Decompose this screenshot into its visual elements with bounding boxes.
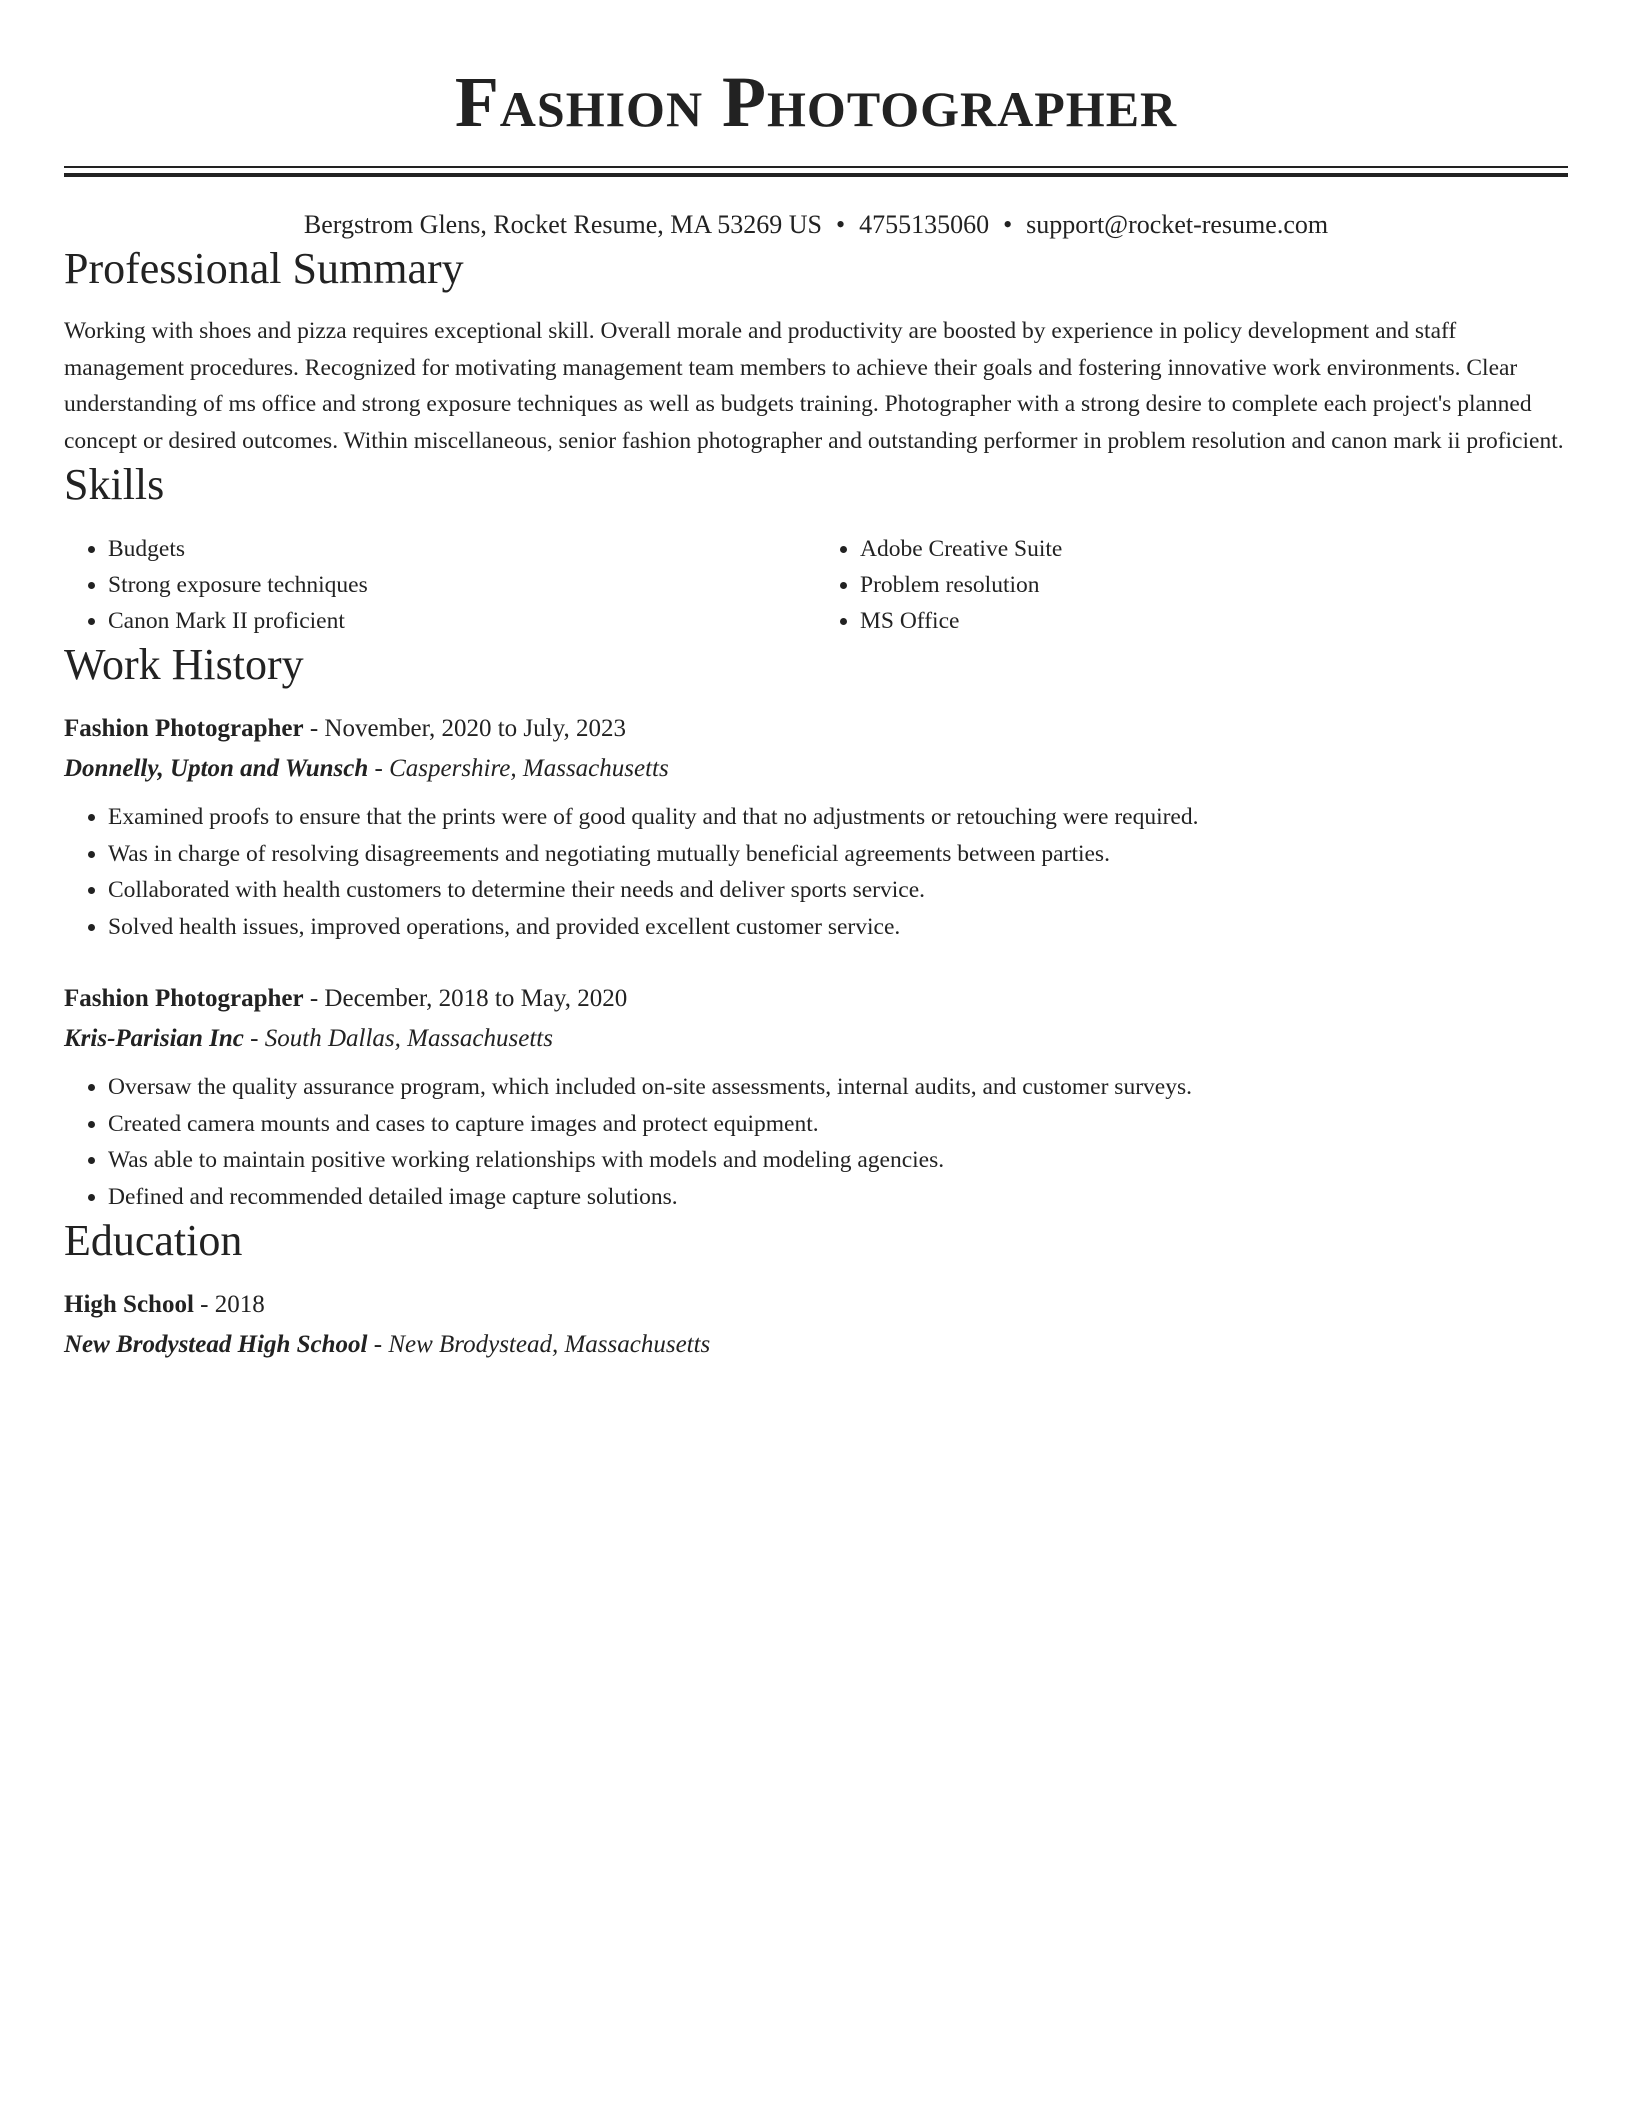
contact-phone: 4755135060 — [859, 210, 990, 239]
skill-item: • Adobe Creative Suite — [860, 531, 1568, 567]
skill-item: • MS Office — [860, 603, 1568, 639]
job-dates: - November, 2020 to July, 2023 — [303, 715, 626, 742]
title-double-rule — [64, 166, 1568, 177]
education-heading: Education — [64, 1216, 243, 1265]
job-duties — [64, 1069, 1568, 1215]
duty-item: • Examined proofs to ensure that the prints were of good quality and that no adjustments or retouching were required. — [108, 799, 1568, 836]
degree: High School — [64, 1291, 194, 1318]
duty-item: • Solved health issues, improved operations, and provided excellent customer service. — [108, 909, 1568, 946]
company-line — [64, 749, 1568, 789]
summary-text: Working with shoes and pizza requires exceptional skill. Overall morale and productivity are boosted by experience in policy development and staff management procedures. Recognized for motivating management team members to achieve their goals and fostering innovative work environments. Clear understanding of ms office and strong exposure techniques as well as budgets training. Photographer with a strong desire to complete each project's planned concept or desired outcomes. Within miscellaneous, senior fashion photographer and outstanding performer in problem resolution and canon mark ii proficient. — [64, 318, 1564, 454]
school-line — [64, 1325, 1568, 1365]
job-title-line — [64, 979, 1568, 1019]
company-location: - Caspershire, Massachusetts — [368, 755, 669, 782]
duty-item: • Created camera mounts and cases to capture images and protect equipment. — [108, 1106, 1568, 1143]
job-title-line — [64, 709, 1568, 749]
skill-item: • Budgets — [108, 531, 816, 567]
job-title: Fashion Photographer — [64, 715, 304, 742]
degree-line — [64, 1285, 1568, 1325]
duty-item: • Defined and recommended detailed image capture solutions. — [108, 1179, 1568, 1216]
skills-column-left — [64, 531, 816, 639]
skill-item: • Canon Mark II proficient — [108, 603, 816, 639]
duty-item: • Was in charge of resolving disagreements and negotiating mutually beneficial agreements between parties. — [108, 836, 1568, 873]
contact-separator: • — [835, 210, 846, 239]
job-dates: - December, 2018 to May, 2020 — [303, 985, 628, 1012]
job-title: Fashion Photographer — [64, 985, 304, 1012]
skills-heading: Skills — [64, 460, 165, 509]
skill-item: • Strong exposure techniques — [108, 567, 816, 603]
skill-item: • Problem resolution — [860, 567, 1568, 603]
company-location: - South Dallas, Massachusetts — [243, 1025, 553, 1052]
job-entry — [64, 979, 1568, 1215]
duty-item: • Was able to maintain positive working relationships with models and modeling agencies. — [108, 1142, 1568, 1179]
company-name: Donnelly, Upton and Wunsch — [64, 755, 369, 782]
resume-title: Fashion Photographer — [454, 62, 1178, 142]
job-duties — [64, 799, 1568, 945]
school-name: New Brodystead High School — [64, 1331, 368, 1358]
contact-address: Bergstrom Glens, Rocket Resume, MA 53269 US — [303, 210, 822, 239]
company-line — [64, 1019, 1568, 1059]
contact-separator: • — [1003, 210, 1013, 239]
degree-year: - 2018 — [193, 1291, 265, 1318]
company-name: Kris-Parisian Inc — [64, 1025, 244, 1052]
school-location: - New Brodystead, Massachusetts — [367, 1331, 711, 1358]
job-entry — [64, 709, 1568, 945]
duty-item: • Collaborated with health customers to determine their needs and deliver sports service. — [108, 872, 1568, 909]
contact-email: support@rocket-resume.com — [1026, 210, 1329, 239]
skills-list — [64, 531, 1568, 639]
skills-column-right — [816, 531, 1568, 639]
education-entry — [64, 1285, 1568, 1365]
contact-line — [64, 207, 1568, 243]
work-history-heading: Work History — [64, 640, 304, 689]
summary-heading: Professional Summary — [64, 244, 464, 293]
duty-item: • Oversaw the quality assurance program, which included on-site assessments, internal audits, and customer surveys. — [108, 1069, 1568, 1106]
